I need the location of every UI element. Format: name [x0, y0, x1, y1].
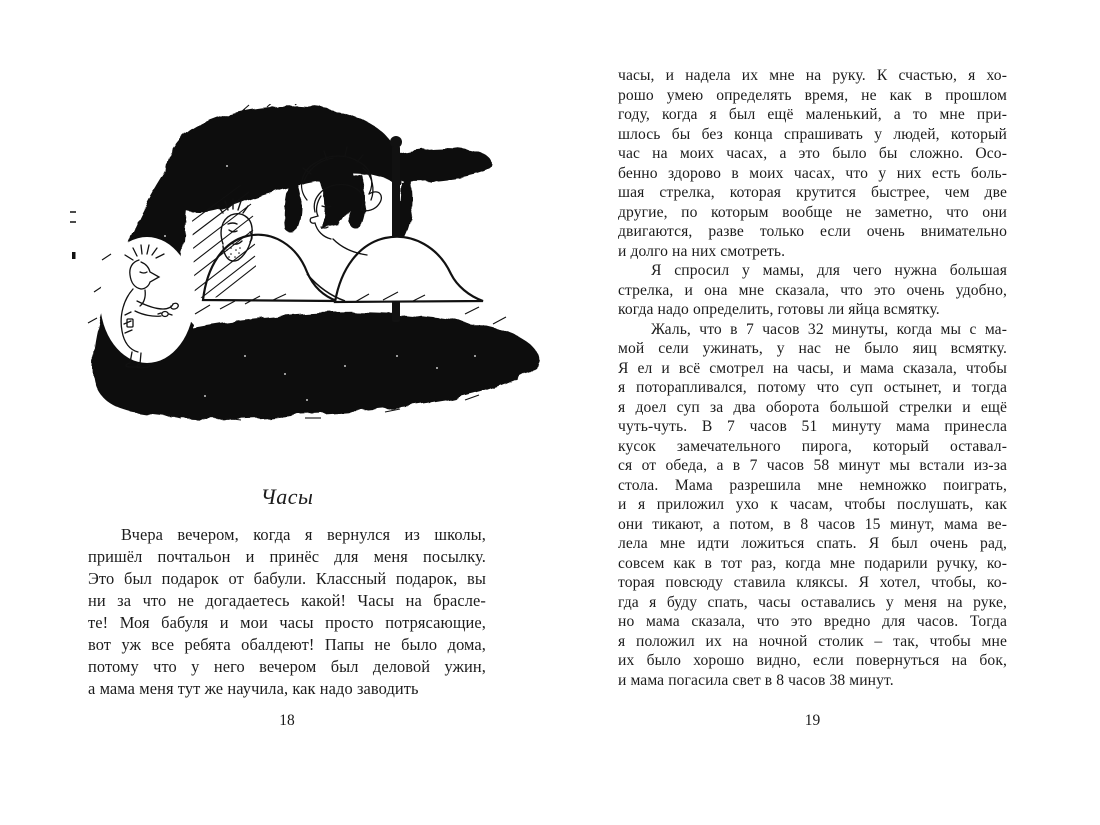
text-line: стрелка, и она мне сказала, что это очень удобно,	[618, 281, 1007, 299]
text-line: и я приложил ухо к часам, чтобы послушать, как	[618, 496, 1007, 513]
text-line: шая стрелка, которая крутится быстрее, чем две	[618, 184, 1007, 201]
text-line: Я спросил у мамы, для чего нужна большая	[651, 262, 1007, 279]
text-line: Это был подарок от бабули. Классный подарок, вы	[88, 569, 486, 588]
text-line: я положил их на ночной столик – так, чтобы мне	[618, 632, 1007, 650]
text-line: Жаль, что в 7 часов 32 минуты, когда мы с ма-	[651, 320, 1007, 338]
right-page-text	[618, 66, 1007, 690]
page-number-left: 18	[279, 712, 295, 729]
text-line: ся от обеда, а в 7 часов 58 минут мы встали из-за	[618, 457, 1007, 474]
text-line: пришёл почтальон и принёс для меня посылку.	[88, 547, 486, 566]
text-line: двигаются, разве только если очень внимательно	[618, 223, 1007, 240]
text-line: кусок замечательного пирога, который оставал-	[618, 437, 1007, 455]
text-line: часы, и надела их мне на руку. К счастью, я хо-	[618, 67, 1007, 84]
bed-scene-boy-checking-watch-illustration	[45, 104, 545, 422]
text-line: бенно здорово в моих часах, что у них есть боль-	[618, 164, 1007, 182]
text-line: я поторапливался, потому что суп остынет, и тогда	[618, 379, 1007, 396]
text-line: те! Моя бабуля и мои часы просто потрясающие,	[88, 613, 486, 632]
text-line: когда надо определить, готовы ли яйца всмятку.	[618, 301, 940, 318]
text-line: ни за что не догадаетесь какой! Часы на брасле-	[88, 591, 486, 610]
page-right	[560, 0, 1100, 825]
text-line: их было хорошо видно, если повернуться на бок,	[618, 652, 1007, 669]
text-line: мой сели ужинать, у нас не было яиц всмятку.	[618, 340, 1007, 357]
text-line: стола. Мама разрешила мне немножко поиграть,	[618, 476, 1007, 494]
text-line: час на моих часах, а это было бы сложно. Осо-	[618, 145, 1007, 162]
text-line: совсем как в тот раз, когда мне подарили ручку, ко-	[618, 554, 1007, 572]
text-line: они тикают, а потом, в 8 часов 15 минут, мама ве-	[618, 515, 1007, 533]
left-page-text	[88, 524, 486, 700]
text-line: а мама меня тут же научила, как надо заводить	[88, 679, 419, 698]
text-line: лела мне идти ложиться спать. Я был очень рад,	[618, 535, 1007, 552]
text-line: шлось бы без конца спрашивать у людей, который	[618, 125, 1007, 143]
text-line: Вчера вечером, когда я вернулся из школы,	[121, 525, 486, 544]
text-line: потому что у него вечером был деловой ужин,	[88, 657, 486, 676]
text-line: вот уж все ребята обалдеют! Папы не было дома,	[88, 635, 486, 654]
text-line: чуть-чуть. В 7 часов 51 минуту мама принесла	[618, 418, 1007, 435]
chapter-title: Часы	[260, 484, 314, 509]
text-line: и мама погасила свет в 8 часов 38 минут.	[618, 671, 894, 689]
text-line: но мама сказала, что это вредно для часов. Тогда	[618, 613, 1007, 630]
text-line: я доел суп за два оборота большой стрелки и ещё	[618, 398, 1007, 416]
text-line: торая повсюду ставила кляксы. Я хотел, чтобы, ко-	[618, 574, 1007, 591]
text-line: рошо умею определять время, не как в прошлом	[618, 86, 1007, 104]
text-line: году, когда я был ещё маленький, а то мне при-	[618, 106, 1007, 123]
text-line: гда я буду спать, часы оставались у меня на руке,	[618, 593, 1007, 611]
text-line: другие, по которым вообще не заметно, что они	[618, 203, 1007, 221]
text-line: и долго на них смотреть.	[618, 242, 786, 260]
text-line: Я ел и всё смотрел на часы, и мама сказала, чтобы	[618, 359, 1007, 377]
page-number-right: 19	[804, 712, 821, 729]
